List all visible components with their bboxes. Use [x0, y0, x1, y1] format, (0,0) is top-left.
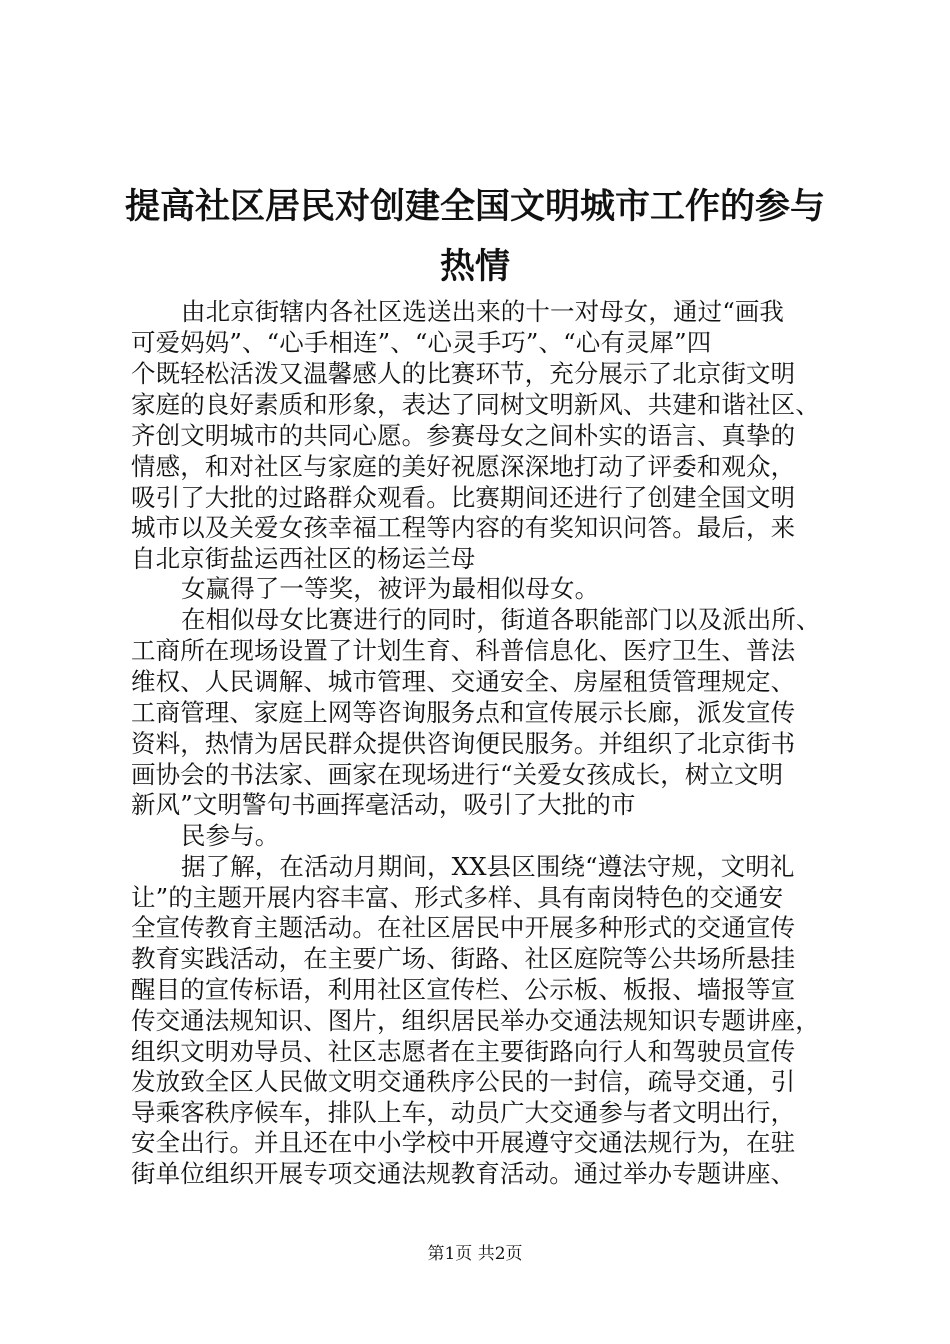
- body-line: 由北京街辖内各社区选送出来的十一对母女，通过“画我: [181, 297, 785, 326]
- body-line: 维权、人民调解、城市管理、交通安全、房屋租赁管理规定、: [131, 667, 796, 696]
- body-line: 个既轻松活泼又温馨感人的比赛环节，充分展示了北京街文明: [131, 359, 796, 388]
- body-line: 情感，和对社区与家庭的美好祝愿深深地打动了评委和观众，: [131, 452, 796, 481]
- body-line: 吸引了大批的过路群众观看。比赛期间还进行了创建全国文明: [131, 483, 796, 512]
- body-line: 据了解，在活动月期间，XX县区围绕“遵法守规，文明礼: [181, 852, 795, 881]
- body-line: 工商管理、家庭上网等咨询服务点和宣传展示长廊，派发宣传: [131, 698, 796, 727]
- body-line: 新风”文明警句书画挥毫活动，吸引了大批的市: [131, 790, 636, 819]
- body-line: 组织文明劝导员、社区志愿者在主要街路向行人和驾驶员宣传: [131, 1037, 796, 1066]
- body-line: 传交通法规知识、图片，组织居民举办交通法规知识专题讲座，: [131, 1006, 820, 1035]
- body-line: 女赢得了一等奖，被评为最相似母女。: [181, 574, 600, 603]
- body-line: 醒目的宣传标语，利用社区宣传栏、公示板、板报、墙报等宣: [131, 975, 796, 1004]
- body-line: 在相似母女比赛进行的同时，街道各职能部门以及派出所、: [181, 605, 821, 634]
- document-title-line-1: 提高社区居民对创建全国文明城市工作的参与: [124, 187, 825, 227]
- body-line: 家庭的良好素质和形象，表达了同树文明新风、共建和谐社区、: [131, 390, 820, 419]
- page-footer: 第1页 共2页: [427, 1244, 523, 1264]
- body-line: 齐创文明城市的共同心愿。参赛母女之间朴实的语言、真挚的: [131, 421, 796, 450]
- body-line: 自北京街盐运西社区的杨运兰母: [131, 544, 476, 573]
- body-line: 民参与。: [181, 821, 280, 850]
- document-title-line-2: 热情: [439, 247, 510, 287]
- body-line: 发放致全区人民做文明交通秩序公民的一封信，疏导交通，引: [131, 1067, 796, 1096]
- body-line: 教育实践活动，在主要广场、街路、社区庭院等公共场所悬挂: [131, 944, 796, 973]
- body-line: 街单位组织开展专项交通法规教育活动。通过举办专题讲座、: [131, 1159, 796, 1188]
- body-line: 让”的主题开展内容丰富、形式多样、具有南岗特色的交通安: [131, 883, 784, 912]
- body-line: 导乘客秩序候车，排队上车，动员广大交通参与者文明出行，: [131, 1098, 796, 1127]
- body-line: 安全出行。并且还在中小学校中开展遵守交通法规行为，在驻: [131, 1128, 796, 1157]
- body-line: 工商所在现场设置了计划生育、科普信息化、医疗卫生、普法: [131, 636, 796, 665]
- body-line: 资料，热情为居民群众提供咨询便民服务。并组织了北京街书: [131, 729, 796, 758]
- body-line: 可爱妈妈”、“心手相连”、“心灵手巧”、“心有灵犀”四: [131, 328, 712, 357]
- body-line: 城市以及关爱女孩幸福工程等内容的有奖知识问答。最后，来: [131, 513, 796, 542]
- body-line: 画协会的书法家、画家在现场进行“关爱女孩成长，树立文明: [131, 760, 784, 789]
- body-line: 全宣传教育主题活动。在社区居民中开展多种形式的交通宣传: [131, 913, 796, 942]
